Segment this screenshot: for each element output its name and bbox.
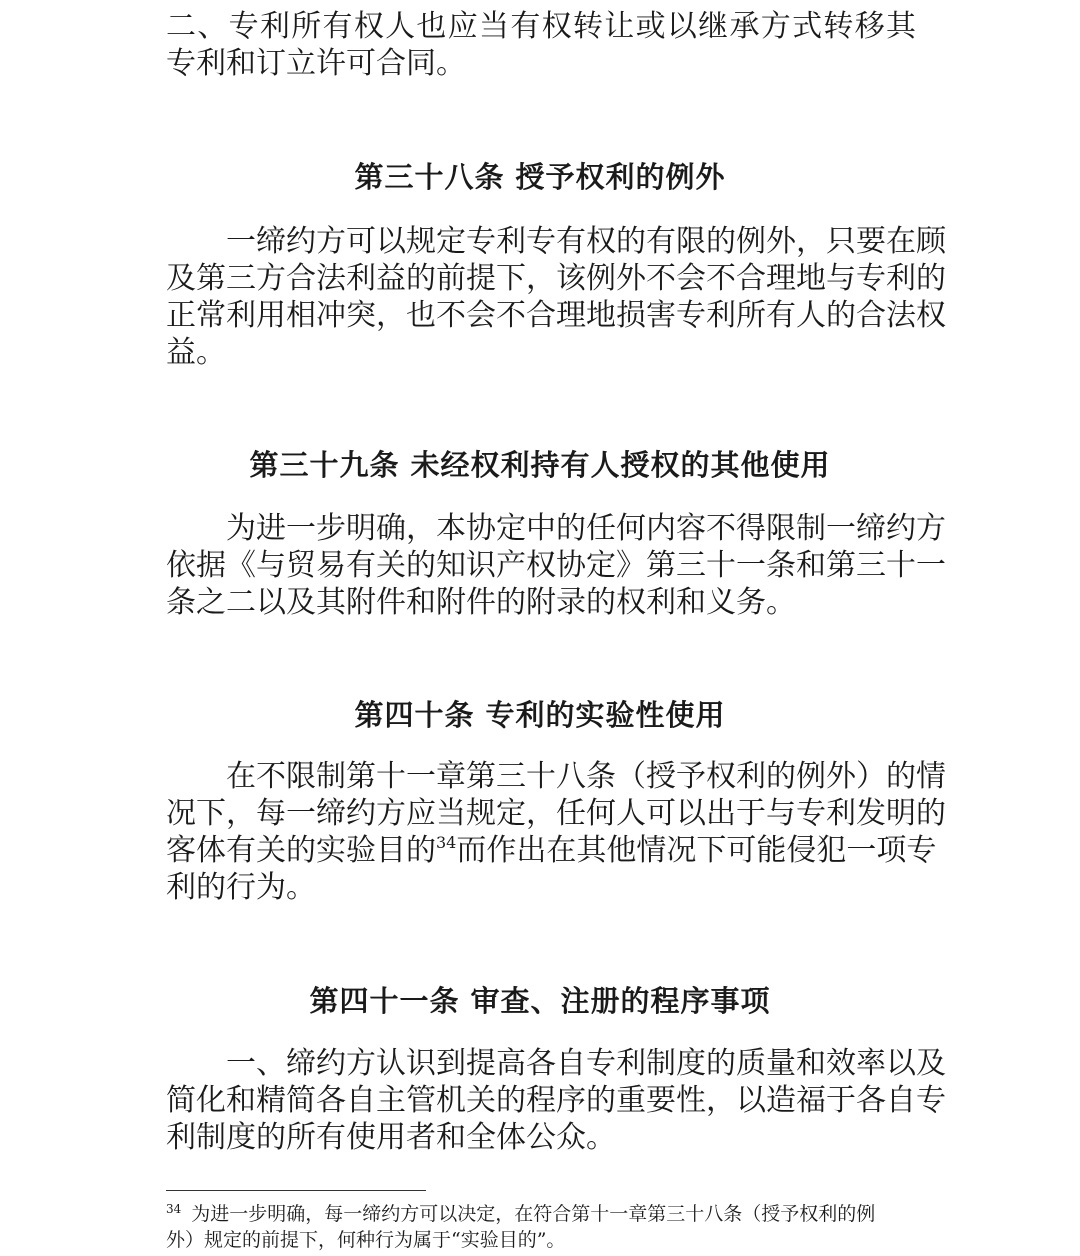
paragraph-text: 而作出在其他情况下可能侵犯一项专	[456, 833, 937, 868]
paragraph-line: 况下，每一缔约方应当规定，任何人可以出于与专利发明的	[166, 796, 946, 831]
paragraph-line: 专利和订立许可合同。	[166, 46, 466, 81]
paragraph-line: 益。	[166, 335, 226, 370]
paragraph-line: 简化和精简各自主管机关的程序的重要性，以造福于各自专	[166, 1083, 946, 1118]
paragraph-line: 一缔约方可以规定专利专有权的有限的例外，只要在顾	[226, 224, 946, 259]
paragraph-line: 正常利用相冲突，也不会不合理地损害专利所有人的合法权	[166, 298, 946, 333]
paragraph-line: 为进一步明确，本协定中的任何内容不得限制一缔约方	[226, 511, 946, 546]
paragraph-line: 二、专利所有权人也应当有权转让或以继承方式转移其	[166, 9, 916, 44]
paragraph-line: 一、缔约方认识到提高各自专利制度的质量和效率以及	[226, 1046, 946, 1081]
footnote-line: 外）规定的前提下，何种行为属于“实验目的”。	[166, 1229, 566, 1251]
article-39-heading: 第三十九条 未经权利持有人授权的其他使用	[249, 448, 831, 482]
article-38-heading: 第三十八条 授予权利的例外	[354, 160, 726, 194]
footnote-separator	[166, 1190, 426, 1191]
paragraph-line: 在不限制第十一章第三十八条（授予权利的例外）的情	[226, 759, 946, 794]
paragraph-line: 条之二以及其附件和附件的附录的权利和义务。	[166, 585, 796, 620]
paragraph-line: 利的行为。	[166, 870, 316, 905]
paragraph-line: 及第三方合法利益的前提下，该例外不会不合理地与专利的	[166, 261, 946, 296]
footnote-reference[interactable]: 34	[436, 833, 457, 852]
paragraph-line: 利制度的所有使用者和全体公众。	[166, 1120, 616, 1155]
footnote-text: 为进一步明确，每一缔约方可以决定，在符合第十一章第三十八条（授予权利的例	[191, 1203, 876, 1225]
paragraph-line	[166, 832, 937, 870]
article-41-heading: 第四十一条 审查、注册的程序事项	[309, 984, 771, 1018]
paragraph-text: 客体有关的实验目的	[166, 833, 436, 868]
paragraph-line: 依据《与贸易有关的知识产权协定》第三十一条和第三十一	[166, 548, 946, 583]
article-40-heading: 第四十条 专利的实验性使用	[354, 698, 726, 732]
footnote-line	[166, 1202, 876, 1226]
footnote-marker: 34	[166, 1202, 182, 1216]
